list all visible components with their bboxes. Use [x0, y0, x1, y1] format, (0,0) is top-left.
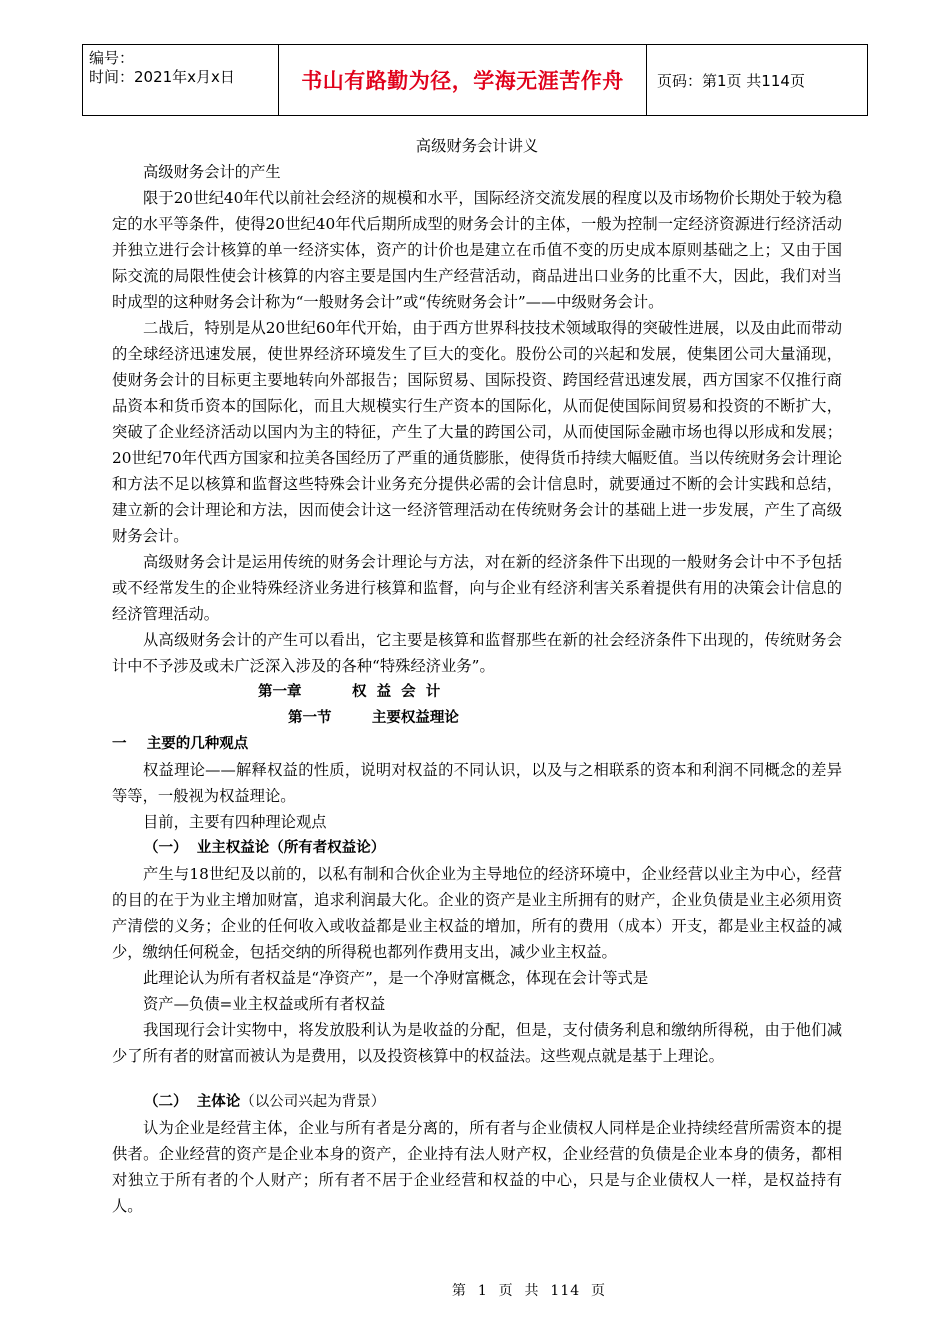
subheading-b-number: （二） [144, 1094, 188, 1110]
paragraph: 权益理论——解释权益的性质，说明对权益的不同认识，以及与之相联系的资本和利润不同概念的差异等等，一般视为权益理论。 [112, 761, 842, 805]
document-body [112, 133, 842, 1219]
chapter-heading: 第一章 权 益 会 计 [258, 684, 441, 700]
subheading-a-number: （一） [144, 840, 188, 856]
subheading-b-note: （以公司兴起为背景） [240, 1094, 386, 1110]
header-meta [83, 45, 279, 115]
intro-heading: 高级财务会计的产生 [143, 163, 281, 181]
subheading-a [112, 835, 842, 861]
document-title: 高级财务会计讲义 [415, 137, 539, 155]
paragraph: 产生与18世纪及以前的，以私有制和合伙企业为主导地位的经济环境中，企业经营以业主为中心，经营的目的在于为业主增加财富，追求利润最大化。企业的资产是业主所拥有的财产，企业负债是业主必须用资产清偿的义务；企业的任何收入或收益都是业主权益的增加，所有的费用（成本）开支，都是业主权益的减少，缴纳任何税金，包括交纳的所得税也都列作费用支出，减少业主权益。 [112, 865, 842, 961]
header-page-label: 页码：第1页 共114页 [657, 71, 805, 90]
spacer [112, 1069, 842, 1089]
paragraph: 目前，主要有四种理论观点 [143, 813, 327, 831]
paragraph: 限于20世纪40年代以前社会经济的规模和水平，国际经济交流发展的程度以及市场物价长期处于较为稳定的水平等条件，使得20世纪40年代后期所成型的财务会计的主体，一般为控制一定经济资源进行经济活动并独立进行会计核算的单一经济实体，资产的计价也是建立在币值不变的历史成本原则基础之上；又由于国际交流的局限性使会计核算的内容主要是国内生产经营活动，商品进出口业务的比重不大，因此，我们对当时成型的这种财务会计称为“一般财务会计”或“传统财务会计”——中级财务会计。 [112, 189, 842, 311]
subheading-a-title: 业主权益论（所有者权益论） [196, 840, 386, 856]
paragraph: 我国现行会计实物中，将发放股利认为是收益的分配，但是，支付债务利息和缴纳所得税，由于他们减少了所有者的财富而被认为是费用，以及投资核算中的权益法。这些观点就是基于上理论。 [112, 1021, 842, 1065]
subheading-b-title: 主体论 [196, 1094, 241, 1110]
header-table [82, 44, 868, 116]
paragraph: 认为企业是经营主体，企业与所有者是分离的，所有者与企业债权人同样是企业持续经营所需资本的提供者。企业经营的资产是企业本身的资产，企业持有法人财产权，企业经营的负债是企业本身的债务，都相对独立于所有者的个人财产；所有者不居于企业经营和权益的中心，只是与企业债权人一样，是权益持有人。 [112, 1119, 842, 1215]
subheading-one: 一 主要的几种观点 [112, 736, 249, 752]
paragraph: 从高级财务会计的产生可以看出，它主要是核算和监督那些在新的社会经济条件下出现的，传统财务会计中不予涉及或未广泛深入涉及的各种“特殊经济业务”。 [112, 631, 842, 675]
paragraph: 二战后，特别是从20世纪60年代开始，由于西方世界科技技术领域取得的突破性进展，以及由此而带动的全球经济迅速发展，使世界经济环境发生了巨大的变化。股份公司的兴起和发展，使集团公司大量涌现，使财务会计的目标更主要地转向外部报告；国际贸易、国际投资、跨国经营迅速发展，西方国家不仅推行商品资本和货币资本的国际化，而且大规模实行生产资本的国际化，从而促使国际间贸易和投资的不断扩大，突破了企业经济活动以国内为主的特征，产生了大量的跨国公司，从而使国际金融市场也得以形成和发展；20世纪70年代西方国家和拉美各国经历了严重的通货膨胀，使得货币持续大幅贬值。当以传统财务会计理论和方法不足以核算和监督这些特殊会计业务充分提供必需的会计信息时，就要通过不断的会计实践和总结，建立新的会计理论和方法，因而使会计这一经济管理活动在传统财务会计的基础上进一步发展，产生了高级财务会计。 [112, 319, 842, 545]
paragraph: 高级财务会计是运用传统的财务会计理论与方法，对在新的经济条件下出现的一般财务会计中不予包括或不经常发生的企业特殊经济业务进行核算和监督，向与企业有经济利害关系着提供有用的决策会计信息的经济管理活动。 [112, 553, 842, 623]
subheading-b [112, 1089, 842, 1115]
time-label: 时间：2021年x月x日 [89, 68, 235, 86]
section-heading: 第一节 主要权益理论 [288, 710, 459, 726]
footer-page-number: 第 1 页 共 114 页 [451, 1283, 607, 1299]
equation: 资产—负债=业主权益或所有者权益 [143, 995, 386, 1013]
paragraph: 此理论认为所有者权益是“净资产”，是一个净财富概念，体现在会计等式是 [143, 969, 649, 987]
code-label: 编号： [89, 49, 135, 67]
page-footer [0, 1280, 950, 1300]
header-motto: 书山有路勤为径，学海无涯苦作舟 [279, 45, 647, 115]
